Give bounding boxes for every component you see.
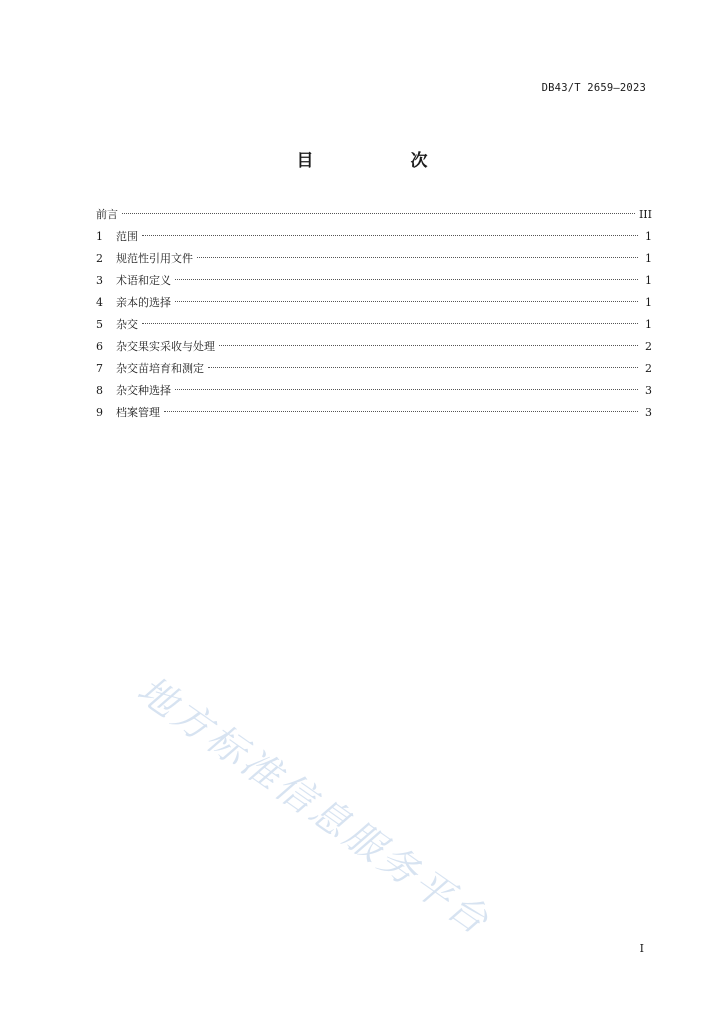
toc-entry-page: III <box>638 208 652 221</box>
toc-entry-page: 1 <box>645 252 652 265</box>
toc-entry-label: 范围 <box>116 230 138 243</box>
toc-entry-2[interactable] <box>96 248 652 270</box>
toc-entry-5[interactable] <box>96 314 652 336</box>
toc-entry-number: 2 <box>96 252 103 265</box>
standard-code: DB43/T 2659—2023 <box>541 82 646 94</box>
toc-entry-page: 3 <box>645 406 652 419</box>
toc-entry-9[interactable] <box>96 402 652 424</box>
table-of-contents <box>96 204 652 424</box>
toc-entry-7[interactable] <box>96 358 652 380</box>
watermark: 地方标准信息服务平台 <box>129 667 499 945</box>
toc-entry-page: 1 <box>645 318 652 331</box>
toc-entry-number: 9 <box>96 406 103 419</box>
toc-leader-dots <box>142 234 638 236</box>
toc-entry-number: 3 <box>96 274 103 287</box>
page-number: I <box>639 942 644 955</box>
toc-entry-6[interactable] <box>96 336 652 358</box>
toc-leader-dots <box>175 388 638 390</box>
toc-entry-number: 7 <box>96 362 103 375</box>
toc-entry-preface[interactable] <box>96 204 652 226</box>
toc-leader-dots <box>219 344 638 346</box>
toc-entry-label: 档案管理 <box>116 406 160 419</box>
toc-entry-label: 杂交苗培育和测定 <box>116 362 204 375</box>
toc-entry-number: 1 <box>96 230 103 243</box>
toc-entry-number: 6 <box>96 340 103 353</box>
toc-entry-page: 3 <box>645 384 652 397</box>
toc-entry-3[interactable] <box>96 270 652 292</box>
page-title: 目 次 <box>296 151 468 171</box>
toc-leader-dots <box>175 278 638 280</box>
toc-entry-page: 1 <box>645 296 652 309</box>
toc-entry-label: 术语和定义 <box>116 274 171 287</box>
toc-entry-label: 前言 <box>96 208 118 221</box>
toc-entry-label: 杂交果实采收与处理 <box>116 340 215 353</box>
toc-leader-dots <box>142 322 638 324</box>
toc-leader-dots <box>164 410 638 412</box>
toc-entry-page: 2 <box>645 362 652 375</box>
toc-entry-8[interactable] <box>96 380 652 402</box>
toc-entry-1[interactable] <box>96 226 652 248</box>
toc-entry-number: 5 <box>96 318 103 331</box>
toc-leader-dots <box>175 300 638 302</box>
toc-entry-page: 1 <box>645 230 652 243</box>
toc-leader-dots <box>208 366 638 368</box>
toc-entry-label: 杂交 <box>116 318 138 331</box>
toc-leader-dots <box>197 256 638 258</box>
toc-entry-number: 4 <box>96 296 103 309</box>
toc-entry-label: 杂交种选择 <box>116 384 171 397</box>
toc-entry-4[interactable] <box>96 292 652 314</box>
toc-entry-number: 8 <box>96 384 103 397</box>
toc-leader-dots <box>122 212 635 214</box>
toc-entry-page: 1 <box>645 274 652 287</box>
toc-entry-page: 2 <box>645 340 652 353</box>
toc-entry-label: 亲本的选择 <box>116 296 171 309</box>
toc-entry-label: 规范性引用文件 <box>116 252 193 265</box>
